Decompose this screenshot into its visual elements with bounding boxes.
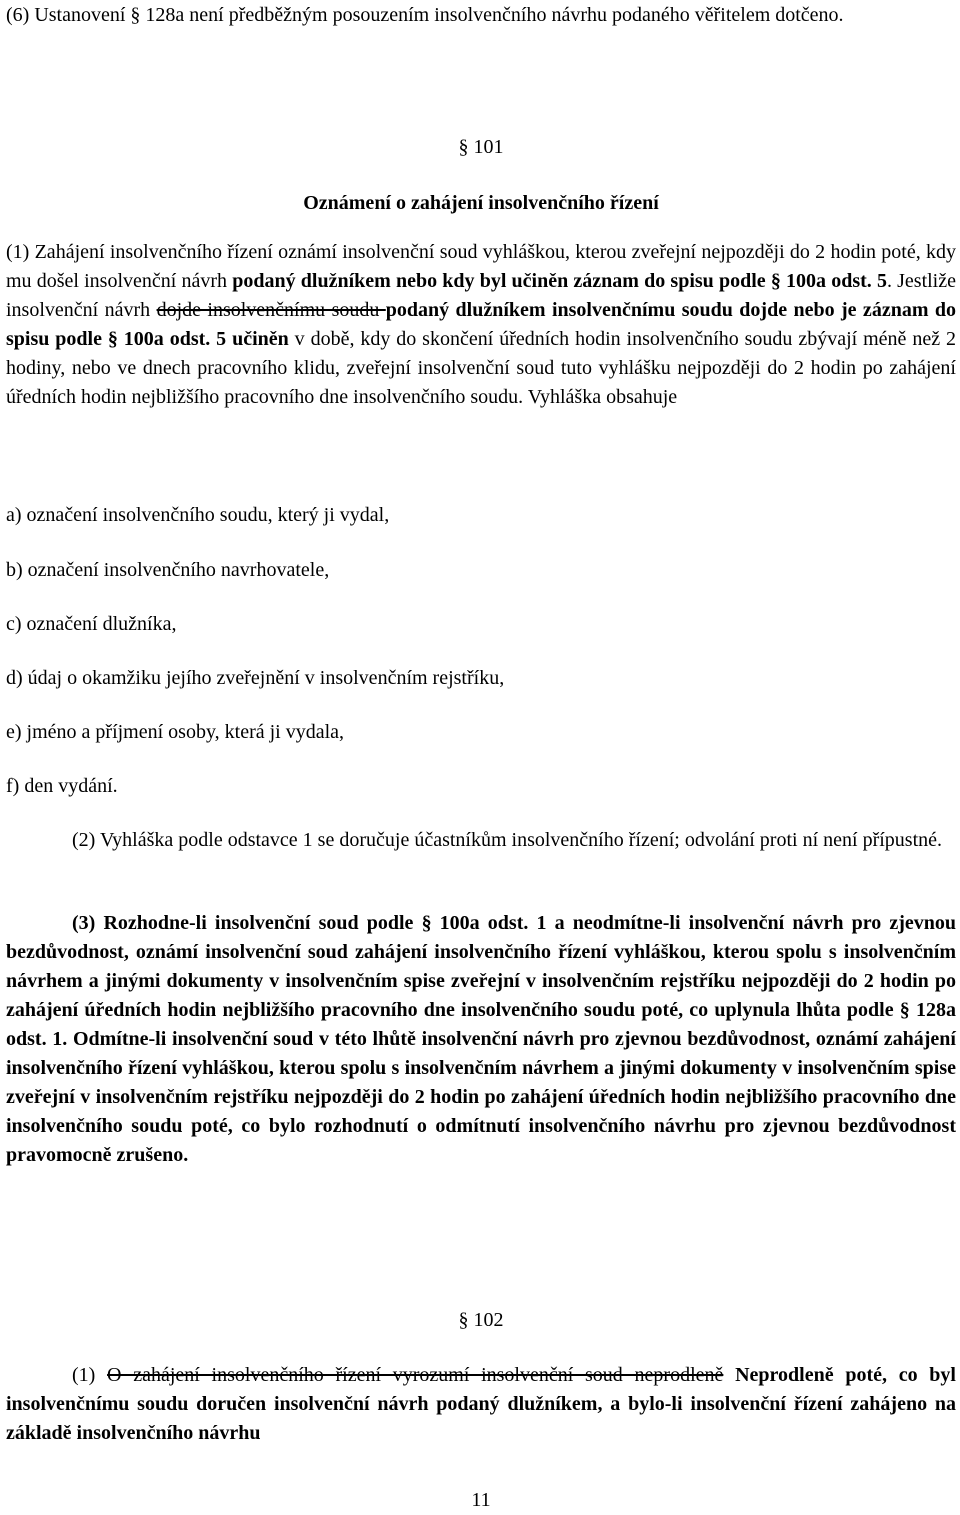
deleted-text: dojde insolvenčnímu soudu (156, 299, 386, 321)
section-sign: § (421, 912, 432, 934)
section-sign: § (770, 270, 781, 292)
list-item-d: d) údaj o okamžiku jejího zveřejnění v insolvenčním rejstříku, (6, 667, 505, 689)
section-sign: § (130, 4, 141, 26)
inserted-text: 100a odst. 5 (780, 270, 887, 292)
list-item-a: a) označení insolvenčního soudu, který ji vydal, (6, 504, 390, 526)
list-item-e: e) jméno a příjmení osoby, která ji vydala, (6, 721, 345, 743)
section-102-number: § 102 (458, 1309, 504, 1331)
section-101-paragraph-2: (2) Vyhláška podle odstavce 1 se doručuje účastníkům insolvenčního řízení; odvolání proti ní není přípustné. (72, 829, 942, 851)
list-item-f: f) den vydání. (6, 775, 118, 797)
paragraph-6 (6, 1, 956, 30)
page-number: 11 (471, 1489, 491, 1511)
inserted-text: 100a odst. 5 učiněn (117, 328, 289, 350)
inserted-text: podaný dlužníkem insolvenčnímu soudu dojde nebo je záznam do spisu podle (6, 299, 957, 350)
list-item-b: b) označení insolvenčního navrhovatele, (6, 559, 330, 581)
section-sign: § (899, 999, 910, 1021)
section-101-title: Oznámení o zahájení insolvenčního řízení (303, 192, 659, 214)
inserted-text: podaný dlužníkem nebo kdy byl učiněn záznam do spisu podle (232, 270, 771, 292)
section-sign: § (107, 328, 118, 350)
list-item-c: c) označení dlužníka, (6, 613, 177, 635)
deleted-text: O zahájení insolvenčního řízení vyrozumí insolvenční soud neprodleně (107, 1364, 724, 1386)
inserted-text: Neprodleně poté, co byl insolvenčnímu soudu doručen insolvenční návrh podaný dlužníkem, a bylo-li insolvenční řízení zahájeno na základě insolvenčního návrhu (6, 1364, 956, 1444)
section-101-paragraph-1: (1) Zahájení insolvenčního řízení oznámí insolvenční soud vyhláškou, kterou zveřejní nejpozději do 2 hodin poté, kdy mu došel insolvenční návrh podaný dlužníkem nebo kdy byl učiněn záznam do spisu podle § 100a odst. 5. Jestliže insolvenční návrh dojde insolvenčnímu soudu podaný dlužníkem insolvenčnímu soudu dojde nebo je záznam do spisu podle § 100a odst. 5 učiněn v době, kdy do skončení úředních hodin insolvenčního soudu zbývají méně než 2 hodiny, nebo ve dnech pracovního klidu, zveřejní insolvenční soud tuto vyhlášku nejpozději do 2 hodin po zahájení úředních hodin nejbližšího pracovního dne insolvenčního soudu. Vyhláška obsahuje (6, 241, 957, 408)
text: (6) Ustanovení (6, 4, 131, 26)
section-101-number: § 101 (458, 136, 504, 158)
section-101-paragraph-3: (3) Rozhodne-li insolvenční soud podle § 100a odst. 1 a neodmítne-li insolvenční návrh pro zjevnou bezdůvodnost, oznámí insolvenční soud zahájení insolvenčního řízení vyhláškou, kterou spolu s insolvenčním návrhem a jinými dokumenty v insolvenčním spise zveřejní v insolvenčním rejstříku nejpozději do 2 hodin po zahájení úředních hodin nejbližšího pracovního dne insolvenčního soudu poté, co uplynula lhůta podle § 128a odst. 1. Odmítne-li insolvenční soud v této lhůtě insolvenční návrh pro zjevnou bezdůvodnost, oznámí zahájení insolvenčního řízení vyhláškou, kterou spolu s insolvenčním návrhem a jinými dokumenty v insolvenčním spise zveřejní v insolvenčním rejstříku nejpozději do 2 hodin po zahájení úředních hodin nejbližšího pracovního dne insolvenčního soudu poté, co bylo rozhodnutí o odmítnutí insolvenčního návrhu pro zjevnou bezdůvodnost pravomocně zrušeno. (6, 912, 957, 1166)
text: 128a není předběžným posouzením insolvenčního návrhu podaného věřitelem dotčeno. (140, 4, 844, 26)
section-102-paragraph-1: (1) O zahájení insolvenčního řízení vyrozumí insolvenční soud neprodleně Neprodleně poté, co byl insolvenčnímu soudu doručen insolvenční návrh podaný dlužníkem, a bylo-li insolvenční řízení zahájeno na základě insolvenčního návrhu (6, 1364, 956, 1444)
